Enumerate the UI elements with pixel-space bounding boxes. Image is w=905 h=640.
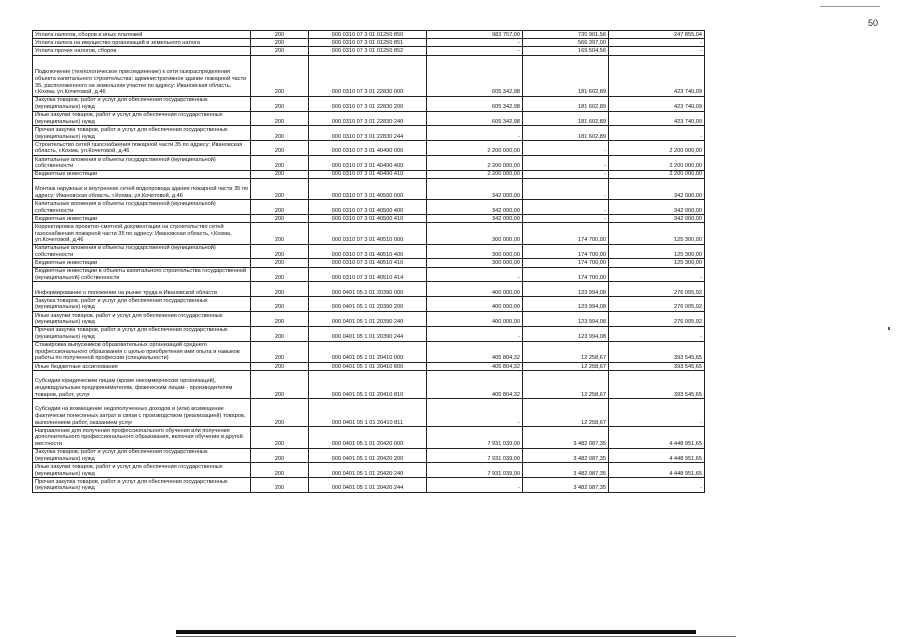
row-exec: 181 602,89 (523, 55, 609, 96)
row-plan: 342 000,00 (427, 178, 523, 199)
table-body (33, 31, 705, 493)
row-name: Капитальные вложения в объекты государственной (муниципальной) собственности (33, 244, 251, 259)
row-kbk: 000 0401 05 1 01 20410 810 (309, 371, 427, 399)
row-kbk: 000 0401 05 1 01 20390 000 (309, 282, 427, 297)
row-plan: 342 000,00 (427, 200, 523, 215)
table-row (33, 96, 705, 111)
scan-bottom-bar (176, 630, 696, 634)
row-exec: - (523, 178, 609, 199)
row-rest: - (609, 326, 705, 341)
row-name: Уплата налога на имущество организаций и земельного налога (33, 39, 251, 47)
row-rest: 2 200 000,00 (609, 170, 705, 178)
row-rest: 393 545,65 (609, 363, 705, 371)
row-code: 200 (251, 259, 309, 267)
row-rest: 423 740,09 (609, 111, 705, 126)
row-plan: 7 931 039,00 (427, 427, 523, 448)
row-plan: 405 804,32 (427, 341, 523, 362)
row-exec: 3 482 087,35 (523, 478, 609, 493)
table-row (33, 463, 705, 478)
scan-bottom-line (176, 636, 736, 637)
row-plan: - (427, 39, 523, 47)
row-plan: 405 804,32 (427, 371, 523, 399)
row-code: 200 (251, 47, 309, 55)
row-code: 200 (251, 371, 309, 399)
row-kbk: 000 0310 07 3 01 40510 400 (309, 244, 427, 259)
row-rest: 4 448 951,65 (609, 427, 705, 448)
row-plan: - (427, 126, 523, 141)
row-plan: - (427, 267, 523, 282)
row-name: Прочая закупка товаров, работ и услуг для обеспечения государственных (муниципальных) нужд (33, 478, 251, 493)
row-code: 200 (251, 341, 309, 362)
row-kbk: 000 0401 05 1 01 20420 200 (309, 448, 427, 463)
row-name: Бюджетные инвестиции в объекты капитального строительства государственной (муниципальной) собственности (33, 267, 251, 282)
row-name: Бюджетные инвестиции (33, 215, 251, 223)
row-code: 200 (251, 178, 309, 199)
row-kbk: 000 0310 07 3 01 22830 244 (309, 126, 427, 141)
row-kbk: 000 0401 05 1 01 20390 240 (309, 312, 427, 327)
row-code: 200 (251, 399, 309, 427)
table-row (33, 244, 705, 259)
row-rest: - (609, 478, 705, 493)
row-code: 200 (251, 126, 309, 141)
row-exec: - (523, 215, 609, 223)
row-kbk: 000 0310 07 3 01 01250 852 (309, 47, 427, 55)
row-name: Закупка товаров, работ и услуг для обеспечения государственных (муниципальных) нужд (33, 448, 251, 463)
table-row (33, 126, 705, 141)
row-plan: 2 200 000,00 (427, 141, 523, 156)
table-row (33, 371, 705, 399)
row-rest: 276 005,92 (609, 282, 705, 297)
row-plan: 2 200 000,00 (427, 155, 523, 170)
row-rest: 342 000,00 (609, 178, 705, 199)
row-rest: 423 740,09 (609, 55, 705, 96)
row-name: Направление для получения профессионального обучения или получения дополнительного профессионального образования, включая обучение в другой местности (33, 427, 251, 448)
row-rest: 4 448 951,65 (609, 448, 705, 463)
table-row (33, 155, 705, 170)
row-kbk: 000 0401 05 1 01 20390 200 (309, 297, 427, 312)
row-name: Бюджетные инвестиции (33, 259, 251, 267)
table-row (33, 170, 705, 178)
table-row (33, 478, 705, 493)
row-exec: - (523, 141, 609, 156)
row-exec: 181 602,89 (523, 126, 609, 141)
row-code: 200 (251, 223, 309, 244)
scan-mark (888, 327, 890, 330)
row-exec: 181 602,89 (523, 111, 609, 126)
row-plan: 342 000,00 (427, 215, 523, 223)
row-rest: 423 740,09 (609, 96, 705, 111)
row-rest: 2 200 000,00 (609, 155, 705, 170)
row-code: 200 (251, 448, 309, 463)
row-code: 200 (251, 267, 309, 282)
row-plan: - (427, 47, 523, 55)
row-exec: 174 700,00 (523, 259, 609, 267)
row-rest: - (609, 39, 705, 47)
row-name: Закупка товаров, работ и услуг для обеспечения государственных (муниципальных) нужд (33, 96, 251, 111)
row-exec: 3 482 087,35 (523, 427, 609, 448)
row-plan: 300 000,00 (427, 259, 523, 267)
row-kbk: 000 0310 07 3 01 40490 000 (309, 141, 427, 156)
row-kbk: 000 0310 07 3 01 40500 400 (309, 200, 427, 215)
row-name: Иные бюджетные ассигнования (33, 363, 251, 371)
row-code: 200 (251, 244, 309, 259)
row-code: 200 (251, 326, 309, 341)
table-row (33, 111, 705, 126)
row-exec: 174 700,00 (523, 267, 609, 282)
row-plan: 405 804,32 (427, 363, 523, 371)
row-plan: 605 342,98 (427, 111, 523, 126)
row-name: Бюджетные инвестиции (33, 170, 251, 178)
table-row (33, 427, 705, 448)
table-row (33, 326, 705, 341)
row-rest: 276 005,92 (609, 297, 705, 312)
row-code: 200 (251, 155, 309, 170)
row-name: Закупка товаров, работ и услуг для обеспечения государственных (муниципальных) нужд (33, 297, 251, 312)
row-code: 200 (251, 96, 309, 111)
row-name: Уплата налогов, сборов и иных платежей (33, 31, 251, 39)
row-rest: - (609, 126, 705, 141)
row-rest: 393 545,65 (609, 371, 705, 399)
row-kbk: 000 0310 07 3 01 40510 000 (309, 223, 427, 244)
row-plan: 605 342,98 (427, 55, 523, 96)
row-plan: 300 000,00 (427, 223, 523, 244)
row-rest: 125 300,00 (609, 244, 705, 259)
row-exec: 174 700,00 (523, 244, 609, 259)
row-rest: 342 000,00 (609, 215, 705, 223)
table-row (33, 223, 705, 244)
row-code: 200 (251, 297, 309, 312)
row-plan: 7 931 039,00 (427, 448, 523, 463)
row-name: Прочая закупка товаров, работ и услуг для обеспечения государственных (муниципальных) нужд (33, 326, 251, 341)
row-name: Иные закупки товаров, работ и услуг для обеспечения государственных (муниципальных) нужд (33, 463, 251, 478)
row-rest: 342 000,00 (609, 200, 705, 215)
row-kbk: 000 0401 05 1 01 20390 244 (309, 326, 427, 341)
row-exec: 735 901,56 (523, 31, 609, 39)
row-code: 200 (251, 31, 309, 39)
row-code: 200 (251, 478, 309, 493)
row-name: Субсидии юридическим лицам (кроме некоммерческих организаций), индивидуальным предпринимателям, физическим лицам - производителям товаров, работ, услуг (33, 371, 251, 399)
table-row (33, 200, 705, 215)
row-plan: - (427, 326, 523, 341)
row-rest: 276 005,92 (609, 312, 705, 327)
row-kbk: 000 0310 07 3 01 40490 410 (309, 170, 427, 178)
table-row (33, 259, 705, 267)
row-exec: 566 397,00 (523, 39, 609, 47)
row-kbk: 000 0310 07 3 01 01250 850 (309, 31, 427, 39)
table-row (33, 448, 705, 463)
row-kbk: 000 0310 07 3 01 40500 000 (309, 178, 427, 199)
row-exec: 181 602,89 (523, 96, 609, 111)
row-exec: 12 258,67 (523, 363, 609, 371)
row-name: Стажировка выпускников образовательных организаций среднего профессионального образования с целью приобретения ими опыта и навыков работы по полученной профессии (специальности) (33, 341, 251, 362)
table-row (33, 39, 705, 47)
row-exec: 12 258,67 (523, 371, 609, 399)
row-name: Субсидии на возмещение недополученных доходов и (или) возмещение фактически понесенных затрат в связи с производством (реализацией) товаров, выполнением работ, оказанием услуг (33, 399, 251, 427)
row-plan: - (427, 399, 523, 427)
row-name: Капитальные вложения в объекты государственной (муниципальной) собственности (33, 155, 251, 170)
row-rest: - (609, 267, 705, 282)
row-code: 200 (251, 39, 309, 47)
row-kbk: 000 0401 05 1 01 20420 000 (309, 427, 427, 448)
row-exec: 3 482 087,35 (523, 448, 609, 463)
row-plan: 2 200 000,00 (427, 170, 523, 178)
row-code: 200 (251, 427, 309, 448)
row-exec: 123 994,08 (523, 326, 609, 341)
row-kbk: 000 0310 07 3 01 22830 240 (309, 111, 427, 126)
row-exec: - (523, 170, 609, 178)
row-code: 200 (251, 463, 309, 478)
row-rest: - (609, 399, 705, 427)
row-code: 200 (251, 312, 309, 327)
row-code: 200 (251, 141, 309, 156)
row-rest: 125 300,00 (609, 259, 705, 267)
row-kbk: 000 0310 07 3 01 40490 400 (309, 155, 427, 170)
row-name: Капитальные вложения в объекты государственной (муниципальной) собственности (33, 200, 251, 215)
row-kbk: 000 0401 05 1 01 20410 800 (309, 363, 427, 371)
row-rest: 2 200 000,00 (609, 141, 705, 156)
row-rest: - (609, 47, 705, 55)
table-row (33, 282, 705, 297)
page-number: 50 (868, 18, 879, 28)
row-exec: 3 482 087,35 (523, 463, 609, 478)
row-rest: 125 300,00 (609, 223, 705, 244)
row-code: 200 (251, 170, 309, 178)
row-exec: 123 994,08 (523, 282, 609, 297)
table-row (33, 341, 705, 362)
table-row (33, 178, 705, 199)
row-exec: 12 258,67 (523, 399, 609, 427)
row-exec: 169 504,56 (523, 47, 609, 55)
row-kbk: 000 0401 05 1 01 20410 811 (309, 399, 427, 427)
row-name: Монтаж наружных и внутренних сетей водопровода здания пожарной части 35 по адресу: Ивановская область, г.Кохма, ул.Кочетовой, д.46 (33, 178, 251, 199)
row-exec: - (523, 155, 609, 170)
row-exec: - (523, 200, 609, 215)
row-rest: 393 545,65 (609, 341, 705, 362)
row-name: Уплата прочих налогов, сборов (33, 47, 251, 55)
row-code: 200 (251, 215, 309, 223)
table-row (33, 55, 705, 96)
row-plan: - (427, 478, 523, 493)
row-plan: 7 931 039,00 (427, 463, 523, 478)
row-code: 200 (251, 111, 309, 126)
row-plan: 400 000,00 (427, 297, 523, 312)
row-kbk: 000 0310 07 3 01 40510 414 (309, 267, 427, 282)
row-name: Иные закупки товаров, работ и услуг для обеспечения государственных (муниципальных) нужд (33, 312, 251, 327)
row-kbk: 000 0310 07 3 01 01250 851 (309, 39, 427, 47)
table-row (33, 399, 705, 427)
row-kbk: 000 0310 07 3 01 40510 410 (309, 259, 427, 267)
row-plan: 983 757,00 (427, 31, 523, 39)
row-kbk: 000 0401 05 1 01 20420 240 (309, 463, 427, 478)
row-exec: 123 994,08 (523, 297, 609, 312)
table-row (33, 312, 705, 327)
row-exec: 12 258,67 (523, 341, 609, 362)
table-row (33, 31, 705, 39)
row-name: Строительство сетей газоснабжения пожарной части 35 по адресу: Ивановская область, г.Кохма, ул.Кочетовой, д.46 (33, 141, 251, 156)
row-kbk: 000 0310 07 3 01 22830 000 (309, 55, 427, 96)
row-name: Информирование о положении на рынке труда в Ивановской области (33, 282, 251, 297)
row-rest: 4 448 951,65 (609, 463, 705, 478)
table-row (33, 141, 705, 156)
top-rule (820, 6, 880, 7)
row-name: Прочая закупка товаров, работ и услуг для обеспечения государственных (муниципальных) нужд (33, 126, 251, 141)
row-name: Корректировка проектно-сметной документации на строительство сетей газоснабжения пожарной части 35 по адресу: Ивановская область, г.Кохма, ул.Кочетовой, д.46 (33, 223, 251, 244)
row-kbk: 000 0310 07 3 01 22830 200 (309, 96, 427, 111)
row-rest: 247 855,04 (609, 31, 705, 39)
row-plan: 605 342,98 (427, 96, 523, 111)
row-exec: 123 994,08 (523, 312, 609, 327)
row-code: 200 (251, 200, 309, 215)
budget-execution-table (32, 30, 705, 493)
row-kbk: 000 0310 07 3 01 40500 410 (309, 215, 427, 223)
row-name: Подключение (технологическое присоединение) к сети газораспределения объекта капитального строительства: административное здание пожарной части 35, расположенного на земельном участке по адресу: Ивановская область, г.Кохма, ул.Кочетовой, д.46 (33, 55, 251, 96)
table-row (33, 363, 705, 371)
row-plan: 300 000,00 (427, 244, 523, 259)
table-row (33, 47, 705, 55)
table-row (33, 267, 705, 282)
row-plan: 400 000,00 (427, 282, 523, 297)
row-kbk: 000 0401 05 1 01 20410 000 (309, 341, 427, 362)
row-code: 200 (251, 363, 309, 371)
row-code: 200 (251, 55, 309, 96)
row-code: 200 (251, 282, 309, 297)
row-kbk: 000 0401 05 1 01 20420 244 (309, 478, 427, 493)
table-row (33, 215, 705, 223)
row-plan: 400 000,00 (427, 312, 523, 327)
row-name: Иные закупки товаров, работ и услуг для обеспечения государственных (муниципальных) нужд (33, 111, 251, 126)
row-exec: 174 700,00 (523, 223, 609, 244)
table-row (33, 297, 705, 312)
